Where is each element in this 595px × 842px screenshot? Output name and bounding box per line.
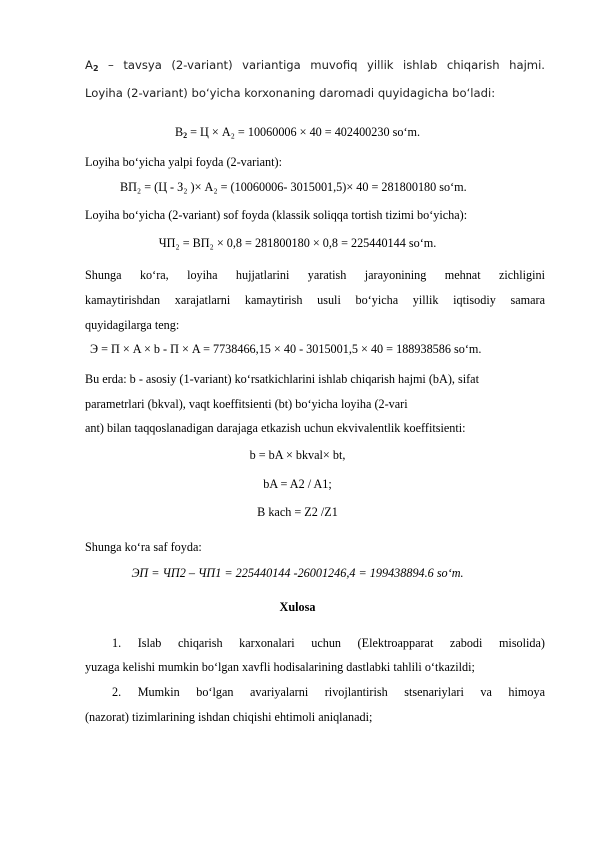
para1-line3: quyidagilarga teng: — [85, 318, 180, 332]
formula-b: b = bA × bkval× bt, — [249, 448, 346, 462]
conclusion-item-2-line1: 2. Mumkin bo‘lgan avariyalarni rivojlantirish stsenariylari va himoya — [112, 685, 545, 699]
formula-net-profit: ЧП₂ = ВП₂ × 0,8 = 281800180 × 0,8 = 225440144 so‘m. — [158, 236, 437, 250]
heading-a2: $A_2$ — [85, 58, 99, 73]
formula-revenue: $B_2 = Ц \times A_2 = 10060006 \times 40 = 402400230$ so‘m. — [174, 125, 421, 140]
formula-economic-effect: Э = П × A × b - П × A = 7738466,15 × 40 - 3015001,5 × 40 = 188938586 so‘m. — [90, 342, 482, 356]
para1-line1: Shunga ko‘ra, loyiha hujjatlarini yaratish jarayonining mehnat zichligini — [85, 268, 545, 282]
conclusion-item-1-line2: yuzaga kelishi mumkin bo‘lgan xavfli hodisalarining dastlabki tahlili o‘tkazildi; — [85, 660, 475, 674]
formula-net-difference: ЭП = ЧП2 – ЧП1 = 225440144 -26001246,4 = 199438894.6 so‘m. — [131, 566, 464, 580]
formula-ba: bA = A2 / A1; — [263, 477, 332, 491]
heading-line-1 — [85, 58, 545, 73]
heading-rest: – tavsya (2-variant) variantiga muvofiq yillik ishlab chiqarish hajmi. — [98, 58, 545, 72]
para2-line1: Bu erda: b - asosiy (1-variant) ko‘rsatkichlarini ishlab chiqarish hajmi (bA), sifat — [85, 372, 479, 386]
heading-line-2: Loyiha (2-variant) bo‘yicha korxonaning daromadi quyidagicha bo‘ladi: — [85, 86, 496, 100]
net-profit-label: Loyiha bo‘yicha (2-variant) sof foyda (klassik soliqqa tortish tizimi bo‘yicha): — [85, 208, 468, 222]
para2-line3: ant) bilan taqqoslanadigan darajaga etkazish uchun ekvivalentlik koeffitsienti: — [85, 421, 466, 435]
para2-line2: parametrlari (bkval), vaqt koeffitsienti (bt) bo‘yicha loyiha (2-vari — [85, 397, 408, 411]
gross-profit-label: Loyiha bo‘yicha yalpi foyda (2-variant): — [85, 155, 282, 169]
net-profit-intro: Shunga ko‘ra saf foyda: — [85, 540, 202, 554]
formula-bkach: B kach = Z2 /Z1 — [257, 505, 338, 519]
para1-line2: kamaytirishdan xarajatlarni kamaytirish usuli bo‘yicha yillik iqtisodiy samara — [85, 293, 545, 307]
conclusion-item-2-line2: (nazorat) tizimlarining ishdan chiqishi ehtimoli aniqlanadi; — [85, 710, 373, 724]
conclusion-item-1-line1: 1. Islab chiqarish karxonalari uchun (Elektroapparat zabodi misolida) — [112, 636, 545, 650]
conclusion-title: Xulosa — [279, 600, 316, 614]
formula-gross-profit: ВП₂ = (Ц - З₂ )× A₂ = (10060006- 3015001,5)× 40 = 281800180 so‘m. — [120, 180, 467, 194]
